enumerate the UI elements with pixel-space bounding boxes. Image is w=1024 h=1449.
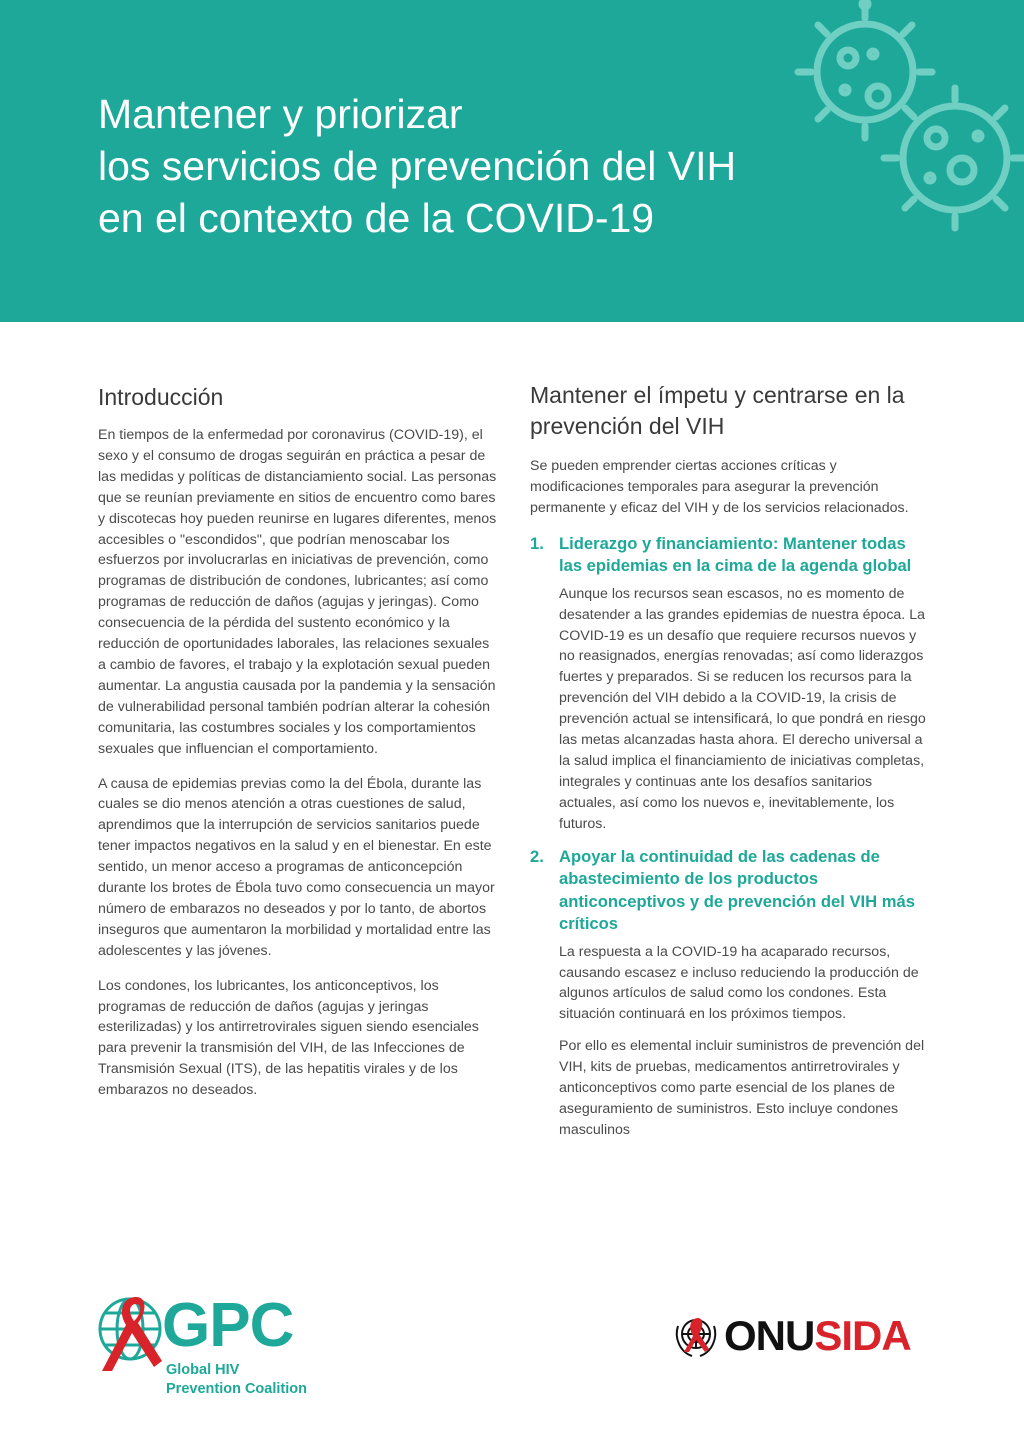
gpc-subtitle [166, 1361, 336, 1399]
item-number: 1. [530, 533, 544, 553]
item-number: 2. [530, 846, 544, 866]
item-heading: Apoyar la continuidad de las cadenas de abastecimiento de los productos anticonceptivos y de prevención del VIH más críticos [559, 846, 915, 934]
sida-text: SIDA [814, 1312, 911, 1359]
gpc-line: Global HIV [166, 1362, 240, 1378]
paragraph: A causa de epidemias previas como la del Ébola, durante las cuales se dio menos atención a otras cuestiones de salud, aprendimos que la interrupción de servicios sanitarios puede tener impactos negativos en la salud y en el bienestar. En este sentido, un menor acceso a programas de anticoncepción durante los brotes de Ébola tuvo como consecuencia un mayor número de embarazos no deseados y por lo tanto, de abortos inseguros que aumentaron la morbilidad y mortalidad entre las adolescentes y las jóvenes. [98, 775, 495, 959]
page-title [98, 88, 818, 244]
item-heading: Liderazgo y financiamiento: Mantener todas las epidemias en la cima de la agenda global [559, 533, 912, 576]
section-heading-introduccion: Introducción [98, 384, 224, 410]
numbered-item [530, 533, 930, 835]
right-column [530, 380, 930, 1152]
onusida-wordmark [724, 1310, 911, 1362]
intro-paragraph: Se pueden emprender ciertas acciones críticas y modificaciones temporales para asegurar la prevención permanente y eficaz del VIH y de los servicios relacionados. [530, 458, 909, 516]
title-line: en el contexto de la COVID-19 [98, 195, 655, 241]
paragraph: La respuesta a la COVID-19 ha acaparado recursos, causando escasez e incluso reduciendo la producción de algunos artículos de salud como los condones. Esta situación continuará en los próximos tiempos. [559, 943, 919, 1023]
numbered-item [530, 846, 930, 1141]
header-banner [0, 0, 1024, 322]
onu-text: ONU [724, 1312, 815, 1359]
gpc-logo [96, 1293, 336, 1403]
un-emblem-icon [672, 1312, 720, 1360]
section-heading-prevencion: Mantener el ímpetu y centrarse en la prevención del VIH [530, 382, 905, 439]
gpc-letters: GPC [162, 1291, 294, 1360]
paragraph: En tiempos de la enfermedad por coronavirus (COVID-19), el sexo y el consumo de drogas seguirán en práctica a pesar de las medidas y políticas de distanciamiento social. Las personas que se reunían previamente en sitios de encuentro como bares y discotecas hoy pueden reunirse en lugares diferentes, menos accesibles o "escondidos", que podrían menoscabar los esfuerzos por involucrarlas en iniciativas de prevención, como programas de distribución de condones, lubricantes; así como programas de reducción de daños (agujas y jeringas). Como consecuencia de la pérdida del sustento económico y la reducción de oportunidades laborales, las relaciones sexuales a cambio de favores, el trabajo y la explotación sexual pueden aumentar. La angustia causada por la pandemia y la sensación de vulnerabilidad personal también podrían alterar la cohesión comunitaria, las costumbres sociales y los comportamientos sexuales que influencian el comportamiento. [98, 427, 497, 757]
paragraph: Por ello es elemental incluir suministros de prevención del VIH, kits de pruebas, medicamentos antirretrovirales y anticonceptivos como parte esencial de los planes de aseguramiento de suministros. Esto incluye condones masculinos [559, 1038, 925, 1138]
title-line: los servicios de prevención del VIH [98, 143, 737, 189]
onusida-logo [672, 1310, 932, 1362]
paragraph: Los condones, los lubricantes, los anticonceptivos, los programas de reducción de daños (agujas y jeringas esterilizadas) y los antirretrovirales siguen siendo esenciales para prevenir la transmisión del VIH, de las Infecciones de Transmisión Sexual (ITS), de las hepatitis virales y de los embarazos no deseados. [98, 977, 479, 1099]
gpc-line: Prevention Coalition [166, 1381, 307, 1397]
title-line: Mantener y priorizar [98, 91, 463, 137]
paragraph: Aunque los recursos sean escasos, no es momento de desatender a las grandes epidemias de nuestra época. La COVID-19 es un desafío que requiere recursos nuevos y no reasignados, energías renovadas; así como liderazgos fuertes y preparados. Si se reducen los recursos para la prevención del VIH debido a la COVID-19, la crisis de prevención actual se intensificará, lo que pondrá en riesgo las metas alcanzadas hasta ahora. El derecho universal a la salud implica el financiamiento de iniciativas completas, integrales y continuas ante los desafíos sanitarios actuales, así como los nuevos e, inevitablemente, los futuros. [559, 585, 926, 832]
left-column [98, 380, 498, 1115]
